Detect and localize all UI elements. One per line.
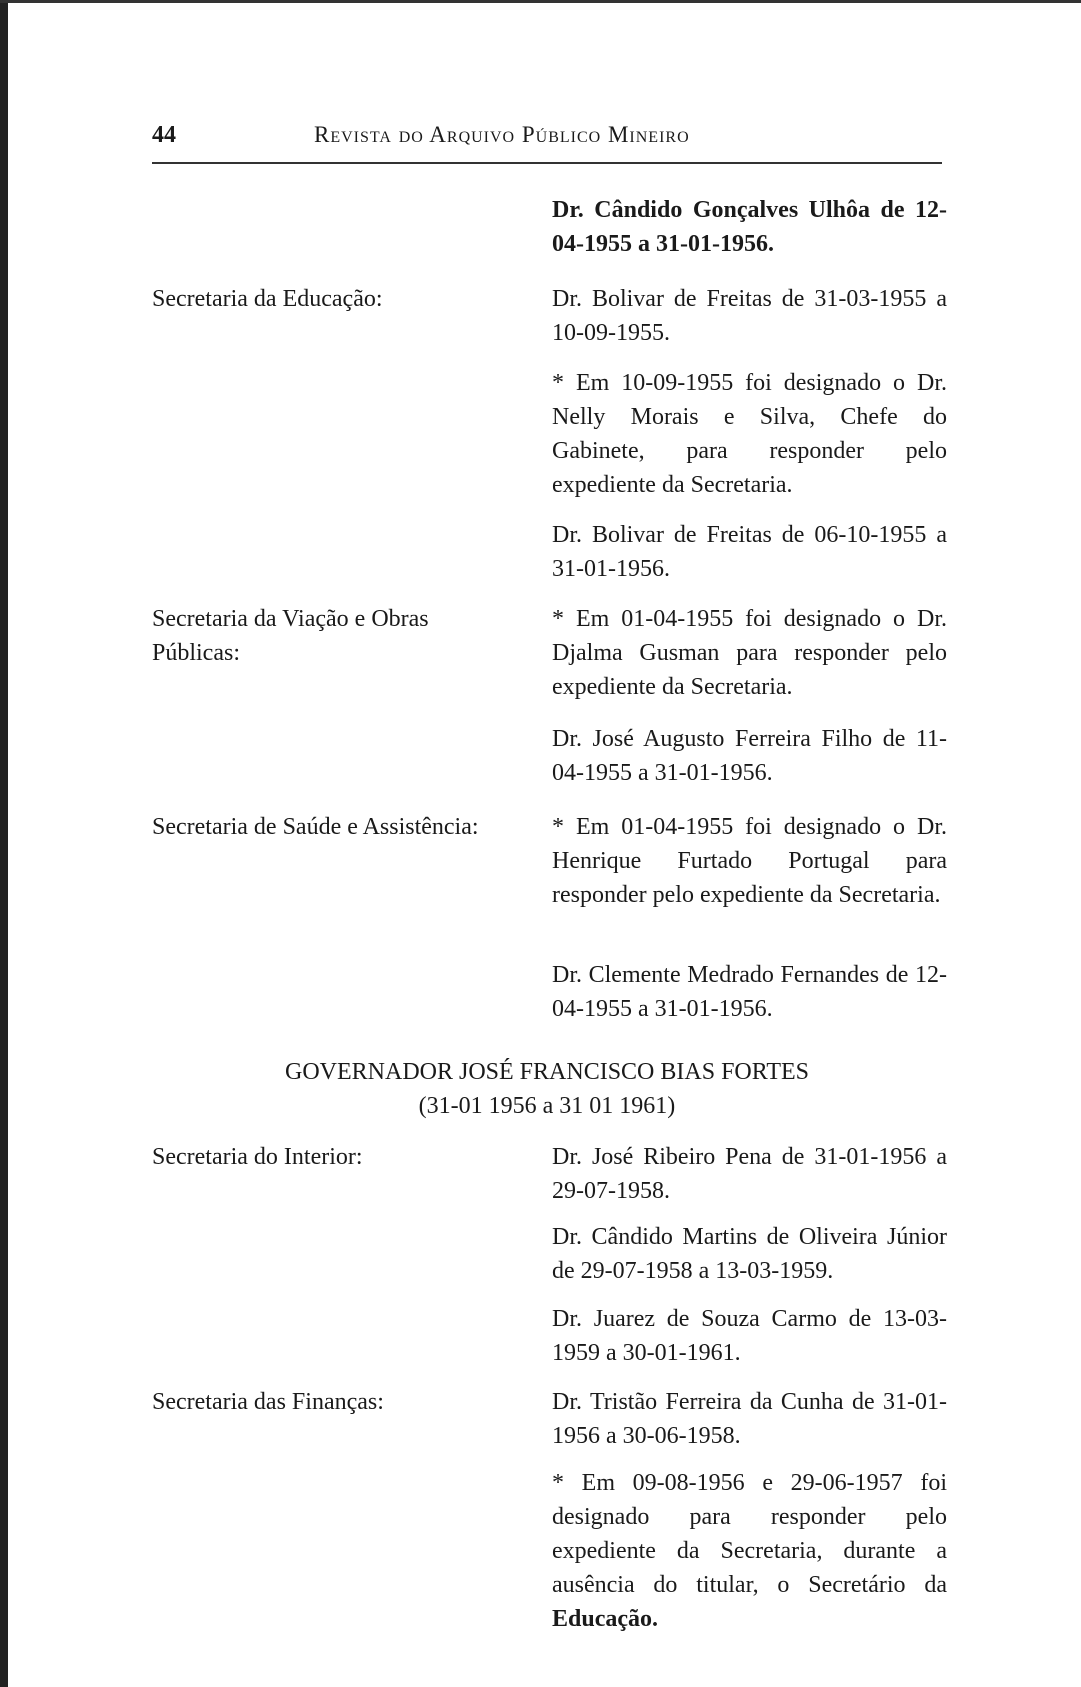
governor-term: (31-01 1956 a 31 01 1961) xyxy=(418,1093,676,1119)
secretaria-label: Secretaria de Saúde e Assistência: xyxy=(152,814,479,840)
entry-text: Dr. Bolivar de Freitas de 06-10-1955 a 31-01-1956. xyxy=(552,522,947,582)
page-header xyxy=(152,122,942,154)
entry-text: Dr. José Augusto Ferreira Filho de 11-04-1955 a 31-01-1956. xyxy=(552,726,947,786)
note-text: * Em 01-04-1955 foi designado o Dr. Djalma Gusman para responder pelo expediente da Secretaria. xyxy=(552,606,947,700)
entry-text: Dr. Tristão Ferreira da Cunha de 31-01-1956 a 30-06-1958. xyxy=(552,1389,947,1449)
note-text-main: * Em 09-08-1956 e 29-06-1957 foi designado para responder pelo expediente da Secretaria, durante a ausência do titular, o Secretário da xyxy=(552,1470,947,1598)
entry-text: Dr. Cândido Martins de Oliveira Júnior de 29-07-1958 a 13-03-1959. xyxy=(552,1224,947,1284)
entry-text: Dr. Clemente Medrado Fernandes de 12-04-1955 a 31-01-1956. xyxy=(552,962,947,1022)
entry-text: Dr. José Ribeiro Pena de 31-01-1956 a 29-07-1958. xyxy=(552,1144,947,1204)
scan-edge-left xyxy=(0,0,8,1687)
governor-name: GOVERNADOR JOSÉ FRANCISCO BIAS FORTES xyxy=(285,1059,809,1085)
note-text: * Em 10-09-1955 foi designado o Dr. Nelly Morais e Silva, Chefe do Gabinete, para responder pelo expediente da Secretaria. xyxy=(552,370,947,498)
running-title: Revista do Arquivo Público Mineiro xyxy=(314,122,690,147)
entry-text: Dr. Cândido Gonçalves Ulhôa de 12-04-1955 a 31-01-1956. xyxy=(552,197,947,257)
page-number: 44 xyxy=(152,122,176,148)
note-text: * Em 01-04-1955 foi designado o Dr. Henrique Furtado Portugal para responder pelo expediente da Secretaria. xyxy=(552,814,947,908)
entry-text: Dr. Juarez de Souza Carmo de 13-03-1959 a 30-01-1961. xyxy=(552,1306,947,1366)
note-text-bold: Educação. xyxy=(552,1606,659,1632)
secretaria-label: Secretaria da Viação e Obras Públicas: xyxy=(152,606,429,666)
entry-text: Dr. Bolivar de Freitas de 31-03-1955 a 10-09-1955. xyxy=(552,286,947,346)
section-title xyxy=(152,1055,942,1123)
secretaria-label: Secretaria da Educação: xyxy=(152,286,383,312)
header-rule xyxy=(152,162,942,164)
secretaria-label: Secretaria do Interior: xyxy=(152,1144,363,1170)
scan-edge-top xyxy=(0,0,1081,3)
secretaria-label: Secretaria das Finanças: xyxy=(152,1389,384,1415)
note-text xyxy=(552,1466,947,1636)
